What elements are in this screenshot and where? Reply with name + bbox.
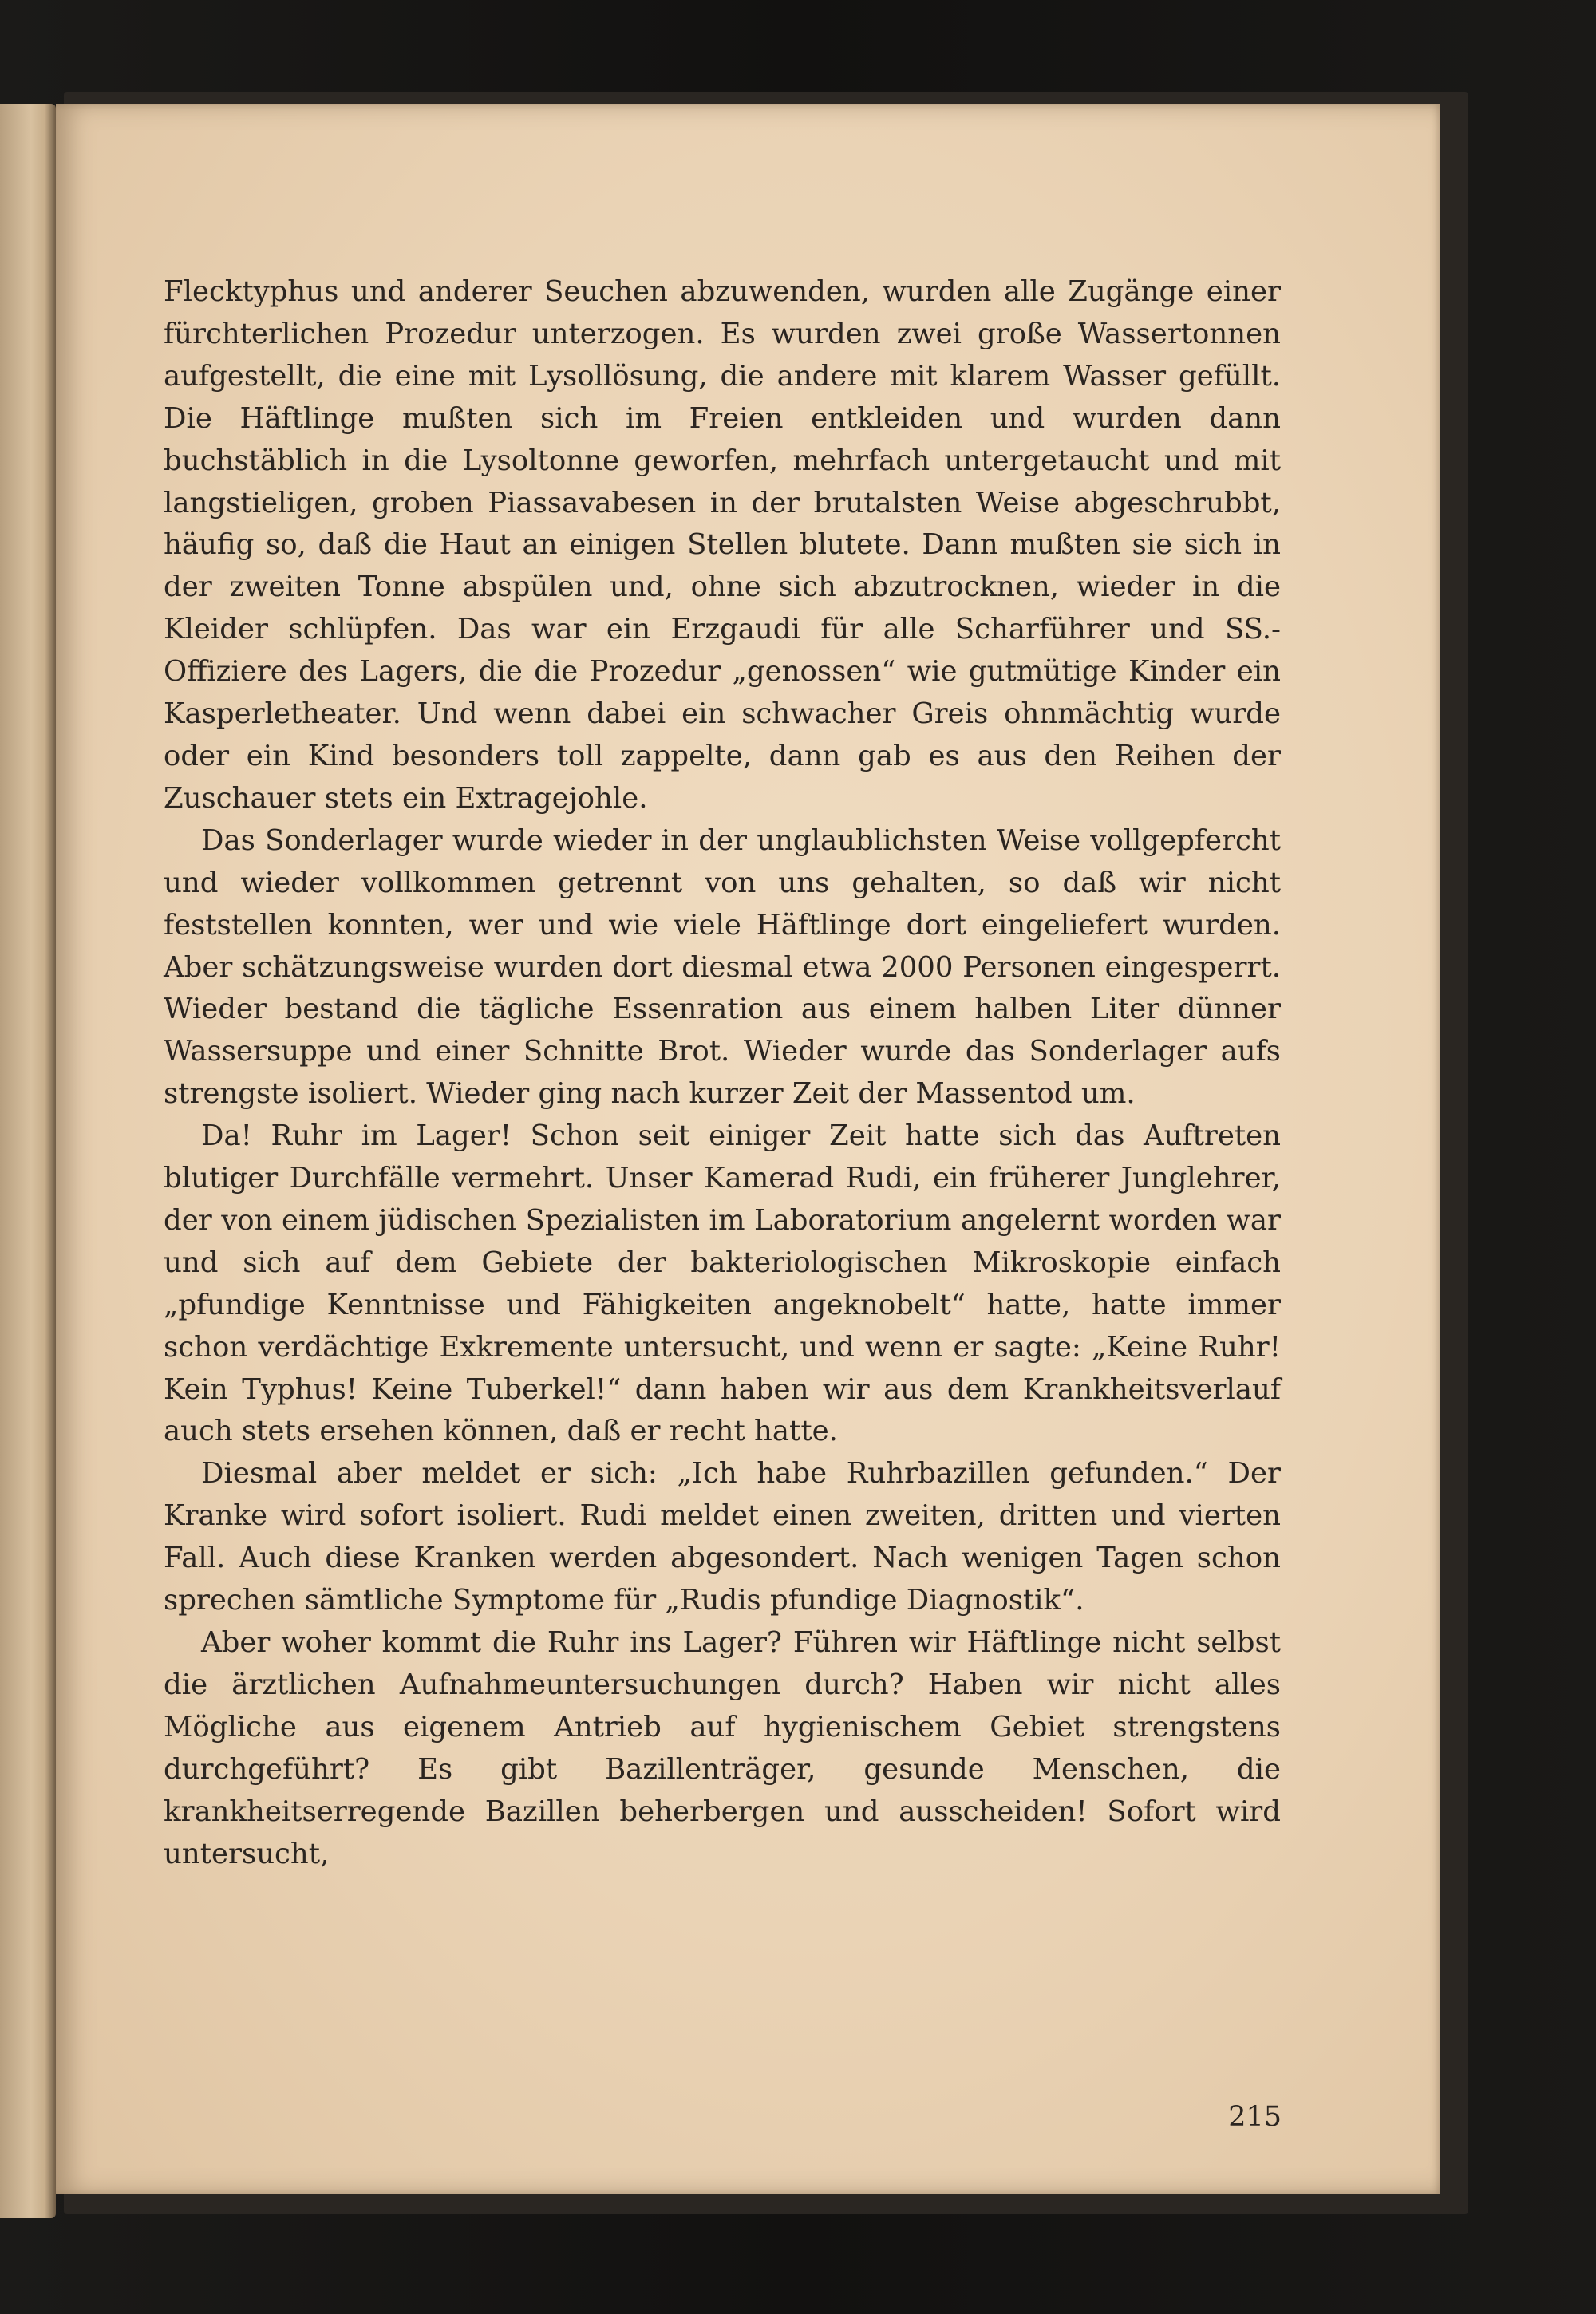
body-text [164, 271, 1281, 1875]
paragraph-1: Flecktyphus und anderer Seuchen abzuwenden, wurden alle Zugänge einer fürchterlichen Prozedur unterzogen. Es wurden zwei große Wassertonnen aufgestellt, die eine mit Lysollösung, die andere mit klarem Wasser gefüllt. Die Häftlinge mußten sich im Freien entkleiden und wurden dann buchstäblich in die Lysoltonne geworfen, mehrfach untergetaucht und mit langstieligen, groben Piassavabesen in der brutalsten Weise abgeschrubbt, häufig so, daß die Haut an einigen Stellen blutete. Dann mußten sie sich in der zweiten Tonne abspülen und, ohne sich abzutrocknen, wieder in die Kleider schlüpfen. Das war ein Erzgaudi für alle Scharführer und SS.-Offiziere des Lagers, die die Prozedur „genossen“ wie gutmütige Kinder ein Kasperletheater. Und wenn dabei ein schwacher Greis ohnmächtig wurde oder ein Kind besonders toll zappelte, dann gab es aus den Reihen der Zuschauer stets ein Extragejohle. [164, 275, 1281, 815]
paragraph-2: Das Sonderlager wurde wieder in der unglaublichsten Weise vollgepfercht und wieder vollkommen getrennt von uns gehalten, so daß wir nicht feststellen konnten, wer und wie viele Häftlinge dort eingeliefert wurden. Aber schätzungsweise wurden dort diesmal etwa 2000 Personen eingesperrt. Wieder bestand die tägliche Essenration aus einem halben Liter dünner Wassersuppe und einer Schnitte Brot. Wieder wurde das Sonderlager aufs strengste isoliert. Wieder ging nach kurzer Zeit der Massentod um. [164, 823, 1281, 1111]
book-page [56, 104, 1440, 2194]
paragraph-5: Aber woher kommt die Ruhr ins Lager? Führen wir Häftlinge nicht selbst die ärztlichen Aufnahmeuntersuchungen durch? Haben wir nicht alles Mögliche aus eigenem Antrieb auf hygienischem Gebiet strengstens durchgeführt? Es gibt Bazillenträger, gesunde Menschen, die krankheitserregende Bazillen beherbergen und ausscheiden! Sofort wird untersucht, [164, 1626, 1281, 1870]
paragraph-4: Diesmal aber meldet er sich: „Ich habe Ruhrbazillen gefunden.“ Der Kranke wird sofort isoliert. Rudi meldet einen zweiten, dritten und vierten Fall. Auch diese Kranken werden abgesondert. Nach wenigen Tagen schon sprechen sämtliche Symptome für „Rudis pfundige Diagnostik“. [164, 1457, 1281, 1617]
page-number: 215 [1228, 2101, 1282, 2133]
paragraph-3: Da! Ruhr im Lager! Schon seit einiger Zeit hatte sich das Auftreten blutiger Durchfälle vermehrt. Unser Kamerad Rudi, ein früherer Junglehrer, der von einem jüdischen Spezialisten im Laboratorium angelernt worden war und sich auf dem Gebiete der bakteriologischen Mikroskopie einfach „pfundige Kenntnisse und Fähigkeiten angeknobelt“ hatte, hatte immer schon verdächtige Exkremente untersucht, und wenn er sagte: „Keine Ruhr! Kein Typhus! Keine Tuberkel!“ dann haben wir aus dem Krankheitsverlauf auch stets ersehen können, daß er recht hatte. [164, 1119, 1281, 1448]
left-page-edge [0, 104, 56, 2218]
